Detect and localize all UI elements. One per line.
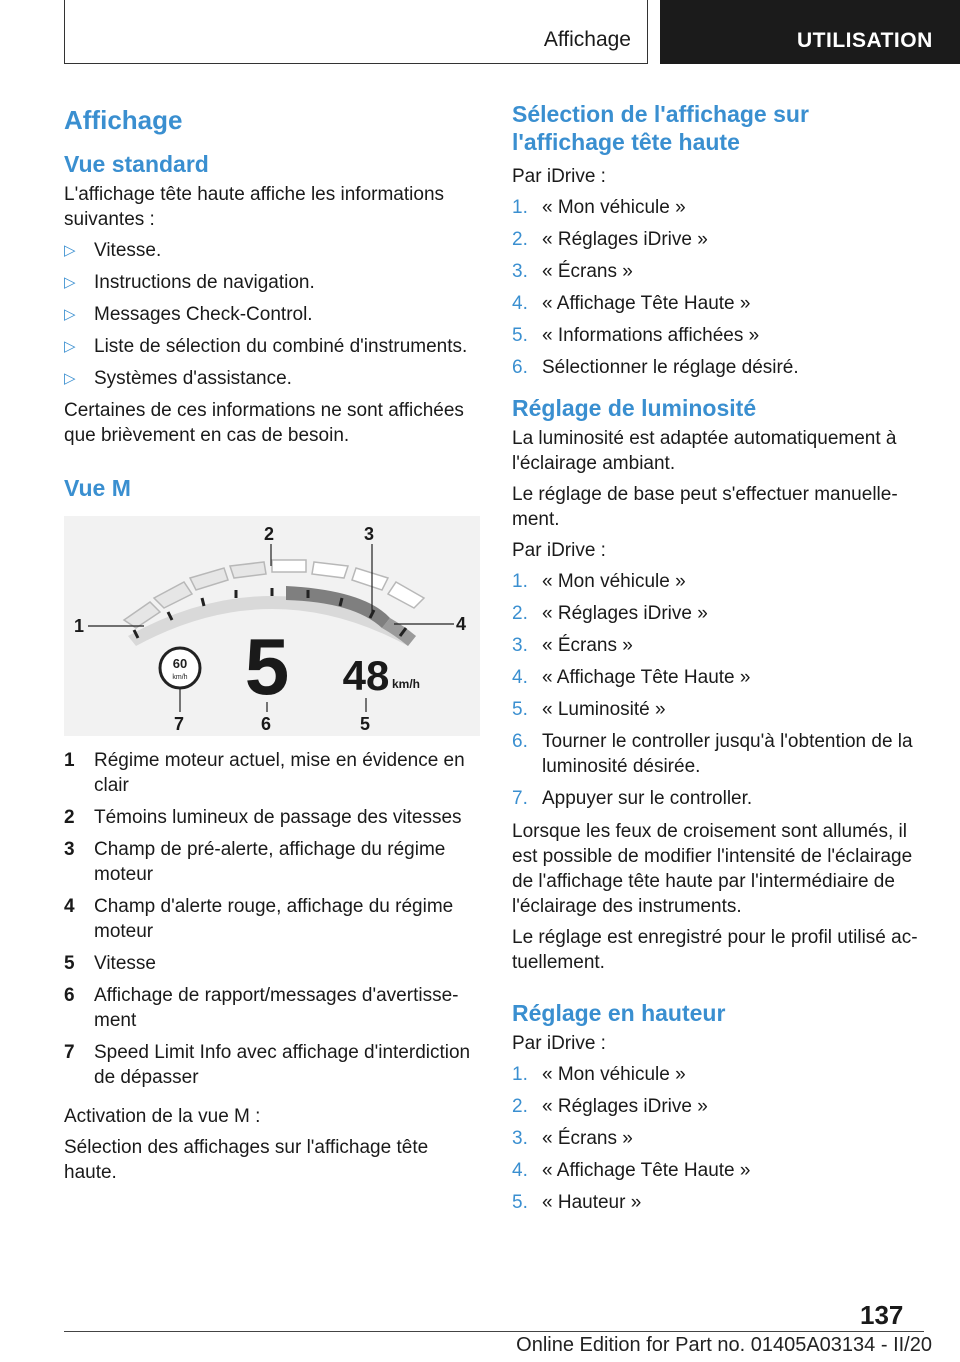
list-item: ▷ Messages Check-Control. — [64, 304, 313, 325]
right-column — [512, 100, 922, 1223]
list-item: ▷ Vitesse. — [64, 240, 162, 261]
list-item: 2. « Réglages iDrive » — [512, 229, 708, 250]
svg-text:7: 7 — [174, 714, 185, 734]
svg-text:1: 1 — [74, 616, 85, 636]
speed-unit: km/h — [391, 677, 421, 691]
legend-row: 5 Vitesse — [64, 953, 156, 974]
triangle-bullet-icon: ▷ — [64, 306, 76, 323]
luminosite-via: Par iDrive : — [512, 540, 606, 561]
triangle-bullet-icon: ▷ — [64, 274, 76, 291]
svg-text:km/h: km/h — [172, 674, 188, 681]
vue-standard-list — [64, 238, 484, 391]
list-item: 4. « Affichage Tête Haute » — [512, 1160, 751, 1181]
heading-vue-m: Vue M — [64, 475, 131, 501]
luminosite-p1: La luminosité est adaptée automatiquement à l'éclairage ambiant. — [512, 428, 897, 474]
triangle-bullet-icon: ▷ — [64, 242, 76, 259]
luminosite-p3: Lorsque les feux de croisement sont allumés, il est possible de modifier l'intensité de l'éclairage de l'affichage tête haute par l'intermédiaire de l'éclairage des instruments. — [512, 821, 913, 917]
speed-limit-sign — [160, 648, 200, 688]
triangle-bullet-icon: ▷ — [64, 338, 76, 355]
list-item: 1. « Mon véhicule » — [512, 571, 686, 592]
header-chapter-title: UTILISATION — [797, 29, 933, 52]
list-item: 2. « Réglages iDrive » — [512, 603, 708, 624]
selection-steps — [512, 195, 922, 380]
heading-luminosite: Réglage de luminosité — [512, 395, 757, 421]
left-column — [64, 100, 484, 1191]
vue-standard-intro: L'affichage tête haute affiche les informations suivantes : — [64, 184, 445, 230]
luminosite-p2: Le réglage de base peut s'effectuer manuelle‐ ment. — [512, 484, 898, 530]
hauteur-via: Par iDrive : — [512, 1033, 606, 1054]
svg-text:60: 60 — [172, 656, 188, 671]
speed-value: 48 — [342, 652, 390, 699]
luminosite-p4: Le réglage est enregistré pour le profil utilisé ac‐ tuellement. — [512, 927, 918, 973]
svg-text:6: 6 — [261, 714, 272, 734]
page-title: Affichage — [64, 105, 183, 135]
svg-text:5: 5 — [360, 714, 371, 734]
list-item: 3. « Écrans » — [512, 261, 633, 282]
list-item: 6. Sélectionner le réglage désiré. — [512, 357, 799, 378]
header-section-box — [64, 0, 648, 64]
list-item: 2. « Réglages iDrive » — [512, 1096, 708, 1117]
list-item: 3. « Écrans » — [512, 1128, 633, 1149]
legend-row: 1 Régime moteur actuel, mise en évidence en clair — [64, 750, 465, 796]
selection-via: Par iDrive : — [512, 166, 606, 187]
vue-standard-note: Certaines de ces informations ne sont affichées que brièvement en cas de besoin. — [64, 400, 464, 446]
list-item: 7. Appuyer sur le controller. — [512, 788, 753, 809]
heading-selection: Sélection de l'affichage sur l'affichage tête haute — [512, 101, 809, 155]
header-chapter-box — [660, 0, 960, 64]
activation-text: Sélection des affichages sur l'affichage tête haute. — [64, 1137, 429, 1183]
list-item: ▷ Liste de sélection du combiné d'instruments. — [64, 336, 468, 357]
list-item: 1. « Mon véhicule » — [512, 197, 686, 218]
heading-hauteur: Réglage en hauteur — [512, 1000, 726, 1026]
header-section-title: Affichage — [543, 28, 631, 51]
legend-row: 6 Affichage de rapport/messages d'avertisse‐ ment — [64, 985, 459, 1031]
gear-indicator: 5 — [244, 622, 290, 711]
list-item: 4. « Affichage Tête Haute » — [512, 293, 751, 314]
list-item: 6. Tourner le controller jusqu'à l'obtention de la luminosité désirée. — [512, 731, 913, 777]
svg-text:4: 4 — [456, 614, 467, 634]
edition-footer: Online Edition for Part no. 01405A03134 - II/20 — [516, 1334, 932, 1356]
list-item: ▷ Instructions de navigation. — [64, 272, 315, 293]
list-item: 3. « Écrans » — [512, 635, 633, 656]
heading-vue-standard: Vue standard — [64, 151, 209, 177]
list-item: ▷ Systèmes d'assistance. — [64, 368, 292, 389]
figure-legend — [64, 748, 484, 1090]
luminosite-steps — [512, 569, 922, 811]
footer-divider — [64, 1331, 924, 1332]
list-item: 5. « Informations affichées » — [512, 325, 760, 346]
list-item: 5. « Luminosité » — [512, 699, 666, 720]
legend-row: 7 Speed Limit Info avec affichage d'interdiction de dépasser — [64, 1042, 471, 1088]
svg-text:2: 2 — [264, 524, 275, 544]
legend-row: 3 Champ de pré-alerte, affichage du régime moteur — [64, 839, 446, 885]
legend-row: 4 Champ d'alerte rouge, affichage du régime moteur — [64, 896, 454, 942]
list-item: 4. « Affichage Tête Haute » — [512, 667, 751, 688]
legend-row: 2 Témoins lumineux de passage des vitesses — [64, 807, 462, 828]
triangle-bullet-icon: ▷ — [64, 370, 76, 387]
svg-text:3: 3 — [364, 524, 375, 544]
page-number: 137 — [860, 1300, 904, 1330]
list-item: 5. « Hauteur » — [512, 1192, 642, 1213]
list-item: 1. « Mon véhicule » — [512, 1064, 686, 1085]
activation-label: Activation de la vue M : — [64, 1106, 261, 1127]
hauteur-steps — [512, 1062, 922, 1215]
vue-m-figure — [64, 516, 480, 736]
